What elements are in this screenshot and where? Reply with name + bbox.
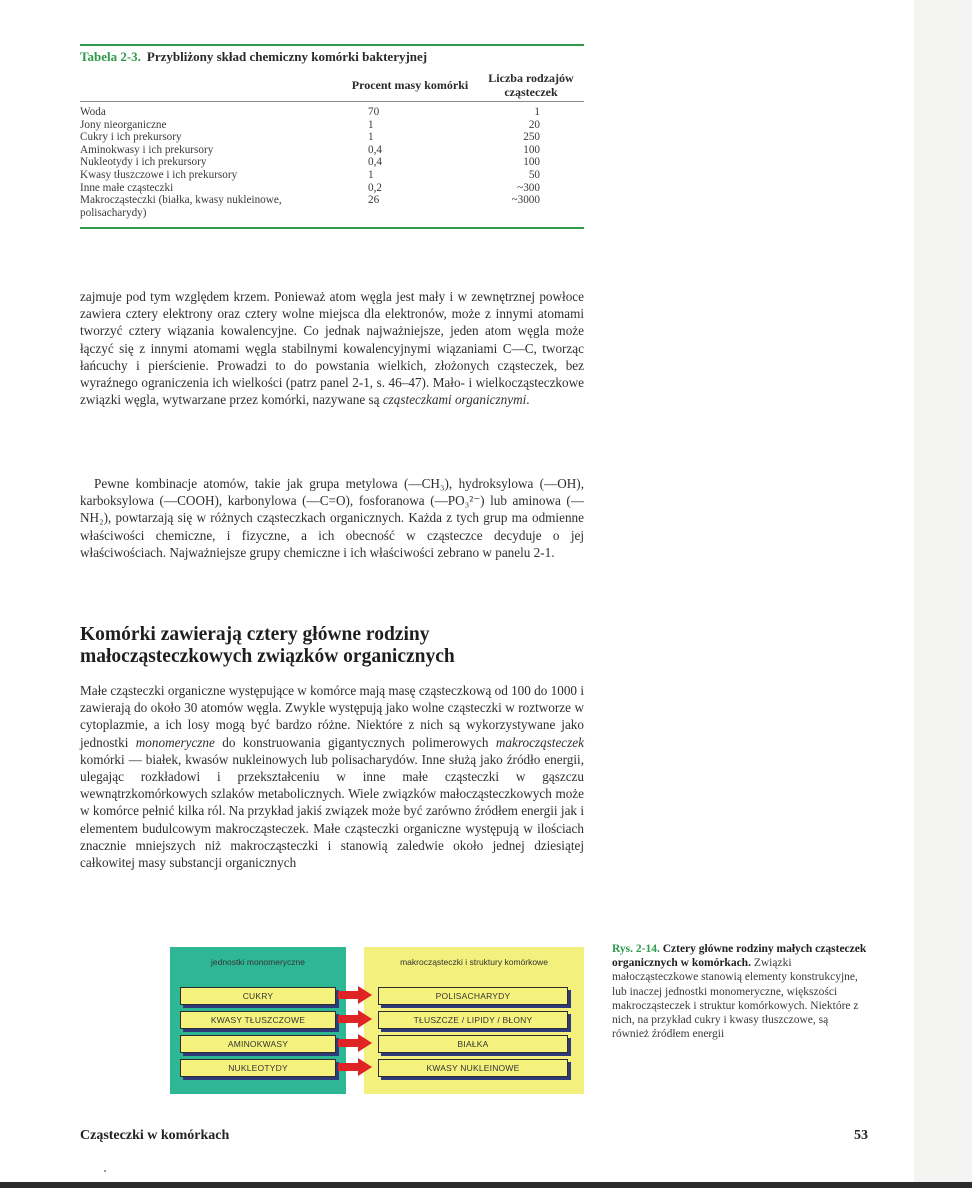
table-row [80,194,584,219]
row-count: 1 [534,106,540,118]
figure-monomers-diagram [170,947,584,1094]
table-body [80,102,584,220]
caption-number: Rys. 2-14. [612,943,660,955]
macromolecule-box: POLISACHARYDY [378,987,568,1005]
monomer-box: CUKRY [180,987,336,1005]
row-count: ~300 [517,181,540,194]
arrow-right-icon [338,1058,372,1076]
table-row [80,131,584,144]
row-count: 20 [528,118,540,131]
section-heading: Komórki zawierają cztery główne rodziny małocząsteczkowych związków organicznych [80,624,455,667]
row-percent: 26 [368,194,380,207]
para3-text-b: do konstruowania gigantycznych polimerowych [214,734,496,750]
caption-text: Związki małocząsteczkowe stanowią elementy konstrukcyjne, lub inaczej jednostki monomeryczne, większości makrocząsteczek i struktur komórkowych. Niektóre z nich, na przykład cukry i kwasy tłuszczowe, są również źródłem energii [612,957,859,1041]
scan-edge [0,1182,972,1188]
macromolecule-panel-header: makrocząsteczki i struktury komórkowe [400,957,548,967]
table-bottom-rule [80,227,584,229]
page-number: 53 [854,1128,868,1143]
row-count: 100 [523,143,540,156]
table-row [80,182,584,195]
paragraph-carbon [80,288,584,408]
table-label: Tabela 2-3. [80,49,141,64]
macromolecule-box: TŁUSZCZE / LIPIDY / BŁONY [378,1011,568,1029]
para3-emphasis-monomeric: monomeryczne [135,734,215,750]
table-row [80,119,584,132]
running-footer-title: Cząsteczki w komórkach [80,1128,230,1143]
table-row [80,102,584,119]
table-title: Przybliżony skład chemiczny komórki bakteryjnej [146,49,428,64]
para3-text-a: Małe cząsteczki organiczne występujące w komórce mają masę cząsteczkową od 100 do 1000 i zawierają do około 30 atomów węgla. Zwykle występują jako wolne cząsteczki w roztworze w cytoplazmie, a ich losy mogą być bardzo różne. Niektóre z nich są wykorzystywane jako jednostki [80,683,584,750]
paragraph-small-molecules [80,682,584,871]
row-percent: 1 [368,118,374,131]
table-row [80,156,584,169]
header-count: Liczba rodzajów cząsteczek [488,71,574,99]
scan-margin [914,0,972,1188]
row-count: 100 [523,156,540,169]
arrow-right-icon [338,986,372,1004]
monomer-box: AMINOKWASY [180,1035,336,1053]
monomer-box: NUKLEOTYDY [180,1059,336,1077]
arrow-right-icon [338,1034,372,1052]
table-row [80,169,584,182]
monomer-panel-header: jednostki monomeryczne [210,957,305,967]
caption-title: Cztery główne rodziny małych cząsteczek organicznych w komórkach. [612,943,867,970]
table-header-row [80,71,584,102]
arrow-right-icon [338,1010,372,1028]
monomer-box: KWASY TŁUSZCZOWE [180,1011,336,1029]
row-name: Cukry i ich prekursory [80,131,182,144]
row-name: Aminokwasy i ich prekursory [80,143,214,156]
row-name: Makrocząsteczki (białka, kwasy nukleinowe, polisacharydy) [80,194,282,219]
header-percent: Procent masy komórki [351,78,469,92]
figure-caption [612,942,868,1041]
para1-text: zajmuje pod tym względem krzem. Ponieważ atom węgla jest mały i w zewnętrznej powłoce zawiera cztery elektrony oraz cztery wolne miejsca dla elektronów, może z innymi atomami tworzyć cztery wiązania kowalencyjne. Co jednak najważniejsze, jeden atom węgla może łączyć się z innymi atomami węgla stabilnymi kowalencyjnymi wiązaniami C—C, tworząc łańcuchy i pierścienie. Prowadzi to do powstania wielkich, złożonych cząsteczek, bez wyraźnego ograniczenia ich wielkości (patrz panel 2-1, s. 46–47). Mało- i wielkocząsteczkowe związki węgla, wytwarzane przez komórki, nazywane są [80,289,584,408]
header-name [80,71,342,102]
row-name: Nukleotydy i ich prekursory [80,156,207,169]
table [80,71,584,219]
row-name: Kwasy tłuszczowe i ich prekursory [80,168,238,181]
row-percent: 0,4 [368,143,382,156]
para1-end: . [526,392,530,408]
row-name: Woda [80,106,106,118]
table-caption [80,44,584,65]
scan-speck [104,1170,106,1172]
row-name: Inne małe cząsteczki [80,181,174,194]
row-percent: 0,4 [368,156,382,169]
row-percent: 70 [368,106,380,118]
para3-emphasis-macromolecules: makrocząsteczek [495,734,585,750]
para1-emphasis: cząsteczkami organicznymi [382,392,527,408]
macromolecule-box: BIAŁKA [378,1035,568,1053]
macromolecule-box: KWASY NUKLEINOWE [378,1059,568,1077]
row-percent: 1 [368,168,374,181]
para3-text-c: komórki — białek, kwasów nukleinowych lub polisacharydów. Inne służą jako źródło energii, ulegając rozkładowi i przekształceniu w inne małe cząsteczki w gąszczu wewnątrzkomórkowych szlaków metabolicznych. Wiele związków małocząsteczkowych może w komórce pełnić kilka ról. Na przykład jakiś związek może być zarówno źródłem energii jak i elementem budulcowym makrocząsteczek. Małe cząsteczki organiczne występują w ilościach znacznie mniejszych niż makrocząsteczki i stanowią zaledwie około jednej dziesiątej całkowitej masy substancji organicznych [80,751,584,871]
composition-table [80,44,584,229]
row-count: 50 [528,168,540,181]
row-percent: 1 [368,131,374,144]
paragraph-chemical-groups: Pewne kombinacje atomów, takie jak grupa metylowa (—CH₃), hydroksylowa (—OH), karboksylowa (—COOH), karbonylowa (—C=O), fosforanowa (—PO₃²⁻) lub aminowa (—NH₂), powtarzają się w różnych cząsteczkach organicznych. Każda z tych grup ma odmienne właściwości chemiczne, i fizyczne, a ich obecność w cząsteczce decyduje o jej właściwościach. Najważniejsze grupy chemiczne i ich właściwości zebrano w panelu 2-1. [80,476,584,560]
row-name: Jony nieorganiczne [80,118,167,131]
row-count: ~3000 [511,194,540,207]
table-row [80,144,584,157]
row-count: 250 [523,131,540,144]
row-percent: 0,2 [368,181,382,194]
